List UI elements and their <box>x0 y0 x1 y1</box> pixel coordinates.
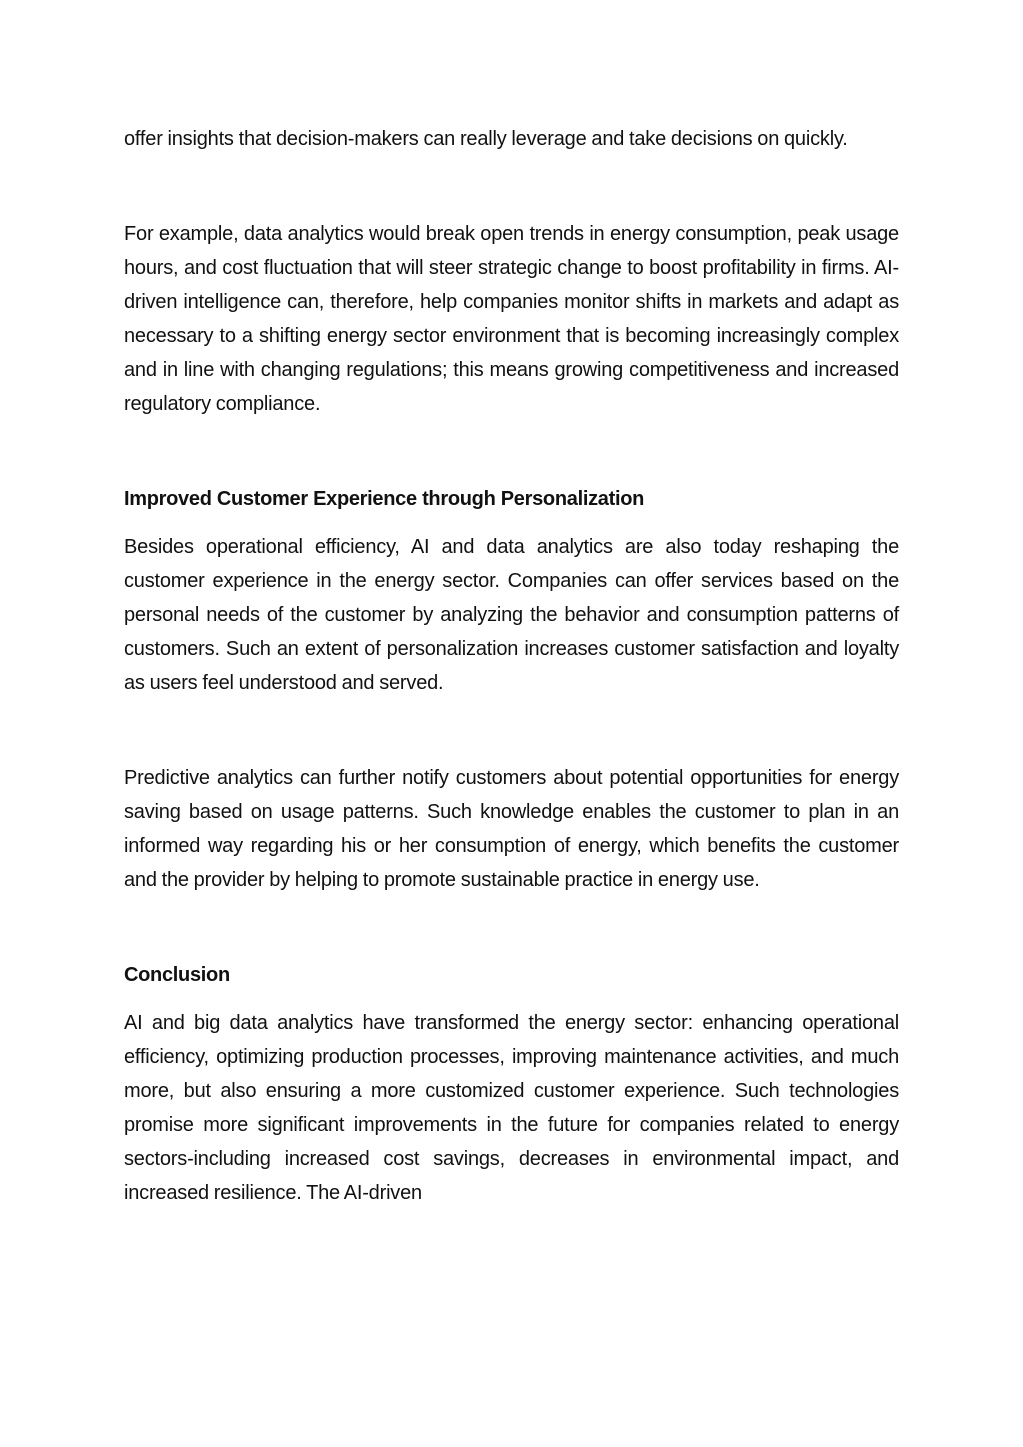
paragraph-customer-experience: Besides operational efficiency, AI and data analytics are also today reshaping the customer experience in the energy sector. Companies can offer services based on the personal needs of the customer by analyzing the behavior and consumption patterns of customers. Such an extent of personalization increases customer satisfaction and loyalty as users feel understood and served. <box>124 536 899 694</box>
section-heading-conclusion: Conclusion <box>124 964 230 986</box>
paragraph-data-analytics-example: For example, data analytics would break open trends in energy consumption, peak usage hours, and cost fluctuation that will steer strategic change to boost profitability in firms. AI-driven intelligence can, therefore, help companies monitor shifts in markets and adapt as necessary to a shifting energy sector environment that is becoming increasingly complex and in line with changing regulations; this means growing competitiveness and increased regulatory compliance. <box>124 223 899 415</box>
section-heading-customer-experience: Improved Customer Experience through Personalization <box>124 488 645 510</box>
paragraph-insights: offer insights that decision-makers can really leverage and take decisions on quickly. <box>124 128 848 150</box>
document-body <box>124 122 899 1210</box>
paragraph-conclusion: AI and big data analytics have transformed the energy sector: enhancing operational efficiency, optimizing production processes, improving maintenance activities, and much more, but also ensuring a more customized customer experience. Such technologies promise more significant improvements in the future for companies related to energy sectors-including increased cost savings, decreases in environmental impact, and increased resilience. The AI-driven <box>124 1012 899 1204</box>
paragraph-predictive-analytics: Predictive analytics can further notify customers about potential opportunities for energy saving based on usage patterns. Such knowledge enables the customer to plan in an informed way regarding his or her consumption of energy, which benefits the customer and the provider by helping to promote sustainable practice in energy use. <box>124 767 899 891</box>
